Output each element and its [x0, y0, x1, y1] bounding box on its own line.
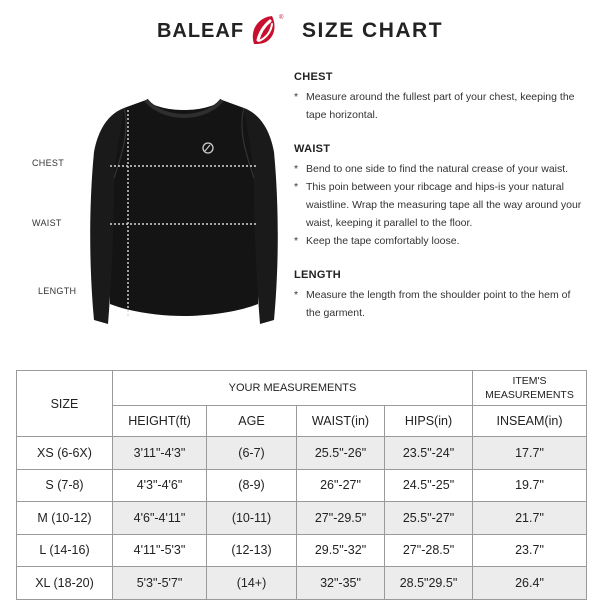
waist-cell: 25.5"-26": [297, 437, 385, 470]
length-label: LENGTH: [38, 286, 77, 296]
hips-cell: 27"-28.5": [385, 534, 473, 567]
height-cell: 4'6"-4'11": [113, 502, 207, 535]
chest-section: [294, 68, 584, 124]
size-cell: L (14-16): [17, 534, 113, 567]
baleaf-leaf-logo-icon: [246, 10, 288, 52]
waist-cell: 32"-35": [297, 567, 385, 600]
hips-cell: 23.5"-24": [385, 437, 473, 470]
hips-cell: 25.5"-27": [385, 502, 473, 535]
table-row: [17, 469, 587, 502]
chest-bullet: * Measure around the fullest part of your chest, keeping the tape horizontal.: [294, 88, 584, 124]
waist-cell: 27"-29.5": [297, 502, 385, 535]
size-cell: XS (6-6X): [17, 437, 113, 470]
age-cell: (12-13): [207, 534, 297, 567]
waist-bullet: * This poin between your ribcage and hips-is your natural waistline. Wrap the measuring tape all the way around your waist, keeping it parallel to the floor.: [294, 178, 584, 232]
bullet-star: *: [294, 289, 299, 301]
height-cell: 4'3"-4'6": [113, 469, 207, 502]
hips-cell: 28.5"29.5": [385, 567, 473, 600]
waist-section: [294, 140, 584, 250]
size-header: SIZE: [17, 371, 113, 437]
waist-title: WAIST: [294, 143, 331, 155]
column-header: HEIGHT(ft): [113, 406, 207, 437]
registered-mark: ®: [279, 15, 284, 21]
long-sleeve-shirt-icon: [68, 74, 300, 344]
size-cell: XL (18-20): [17, 567, 113, 600]
waist-label: WAIST: [32, 218, 62, 228]
table-header-row: [17, 371, 587, 406]
chest-title: CHEST: [294, 71, 333, 83]
size-table: [16, 370, 587, 600]
bullet-star: *: [294, 91, 299, 103]
waist-bullet: * Bend to one side to find the natural crease of your waist.: [294, 160, 584, 178]
page-title: SIZE CHART: [302, 19, 444, 42]
column-header: HIPS(in): [385, 406, 473, 437]
header: [0, 6, 600, 56]
measurement-instructions: [294, 68, 584, 338]
shirt-illustration: [68, 74, 300, 344]
inseam-cell: 19.7": [473, 469, 587, 502]
waist-bullet: * Keep the tape comfortably loose.: [294, 232, 584, 250]
bullet-star: *: [294, 235, 299, 247]
hips-cell: 24.5"-25": [385, 469, 473, 502]
age-cell: (6-7): [207, 437, 297, 470]
waist-cell: 29.5"-32": [297, 534, 385, 567]
inseam-cell: 26.4": [473, 567, 587, 600]
bullet-star: *: [294, 163, 299, 175]
length-title: LENGTH: [294, 269, 342, 281]
bullet-star: *: [294, 181, 299, 193]
inseam-cell: 23.7": [473, 534, 587, 567]
size-cell: M (10-12): [17, 502, 113, 535]
size-cell: S (7-8): [17, 469, 113, 502]
inseam-cell: 21.7": [473, 502, 587, 535]
column-header: WAIST(in): [297, 406, 385, 437]
table-row: [17, 502, 587, 535]
table-row: [17, 567, 587, 600]
length-section: [294, 266, 584, 322]
height-cell: 3'11"-4'3": [113, 437, 207, 470]
age-cell: (14+): [207, 567, 297, 600]
your-measurements-header: YOUR MEASUREMENTS: [113, 371, 473, 406]
inseam-cell: 17.7": [473, 437, 587, 470]
brand-name: BALEAF: [156, 19, 245, 42]
column-header: AGE: [207, 406, 297, 437]
column-header: INSEAM(in): [473, 406, 587, 437]
age-cell: (8-9): [207, 469, 297, 502]
age-cell: (10-11): [207, 502, 297, 535]
height-cell: 4'11"-5'3": [113, 534, 207, 567]
chest-label: CHEST: [32, 158, 65, 168]
items-measurements-header: ITEM'S MEASUREMENTS: [473, 371, 587, 406]
waist-cell: 26"-27": [297, 469, 385, 502]
table-row: [17, 437, 587, 470]
length-bullet: * Measure the length from the shoulder point to the hem of the garment.: [294, 286, 584, 322]
height-cell: 5'3"-5'7": [113, 567, 207, 600]
table-row: [17, 534, 587, 567]
